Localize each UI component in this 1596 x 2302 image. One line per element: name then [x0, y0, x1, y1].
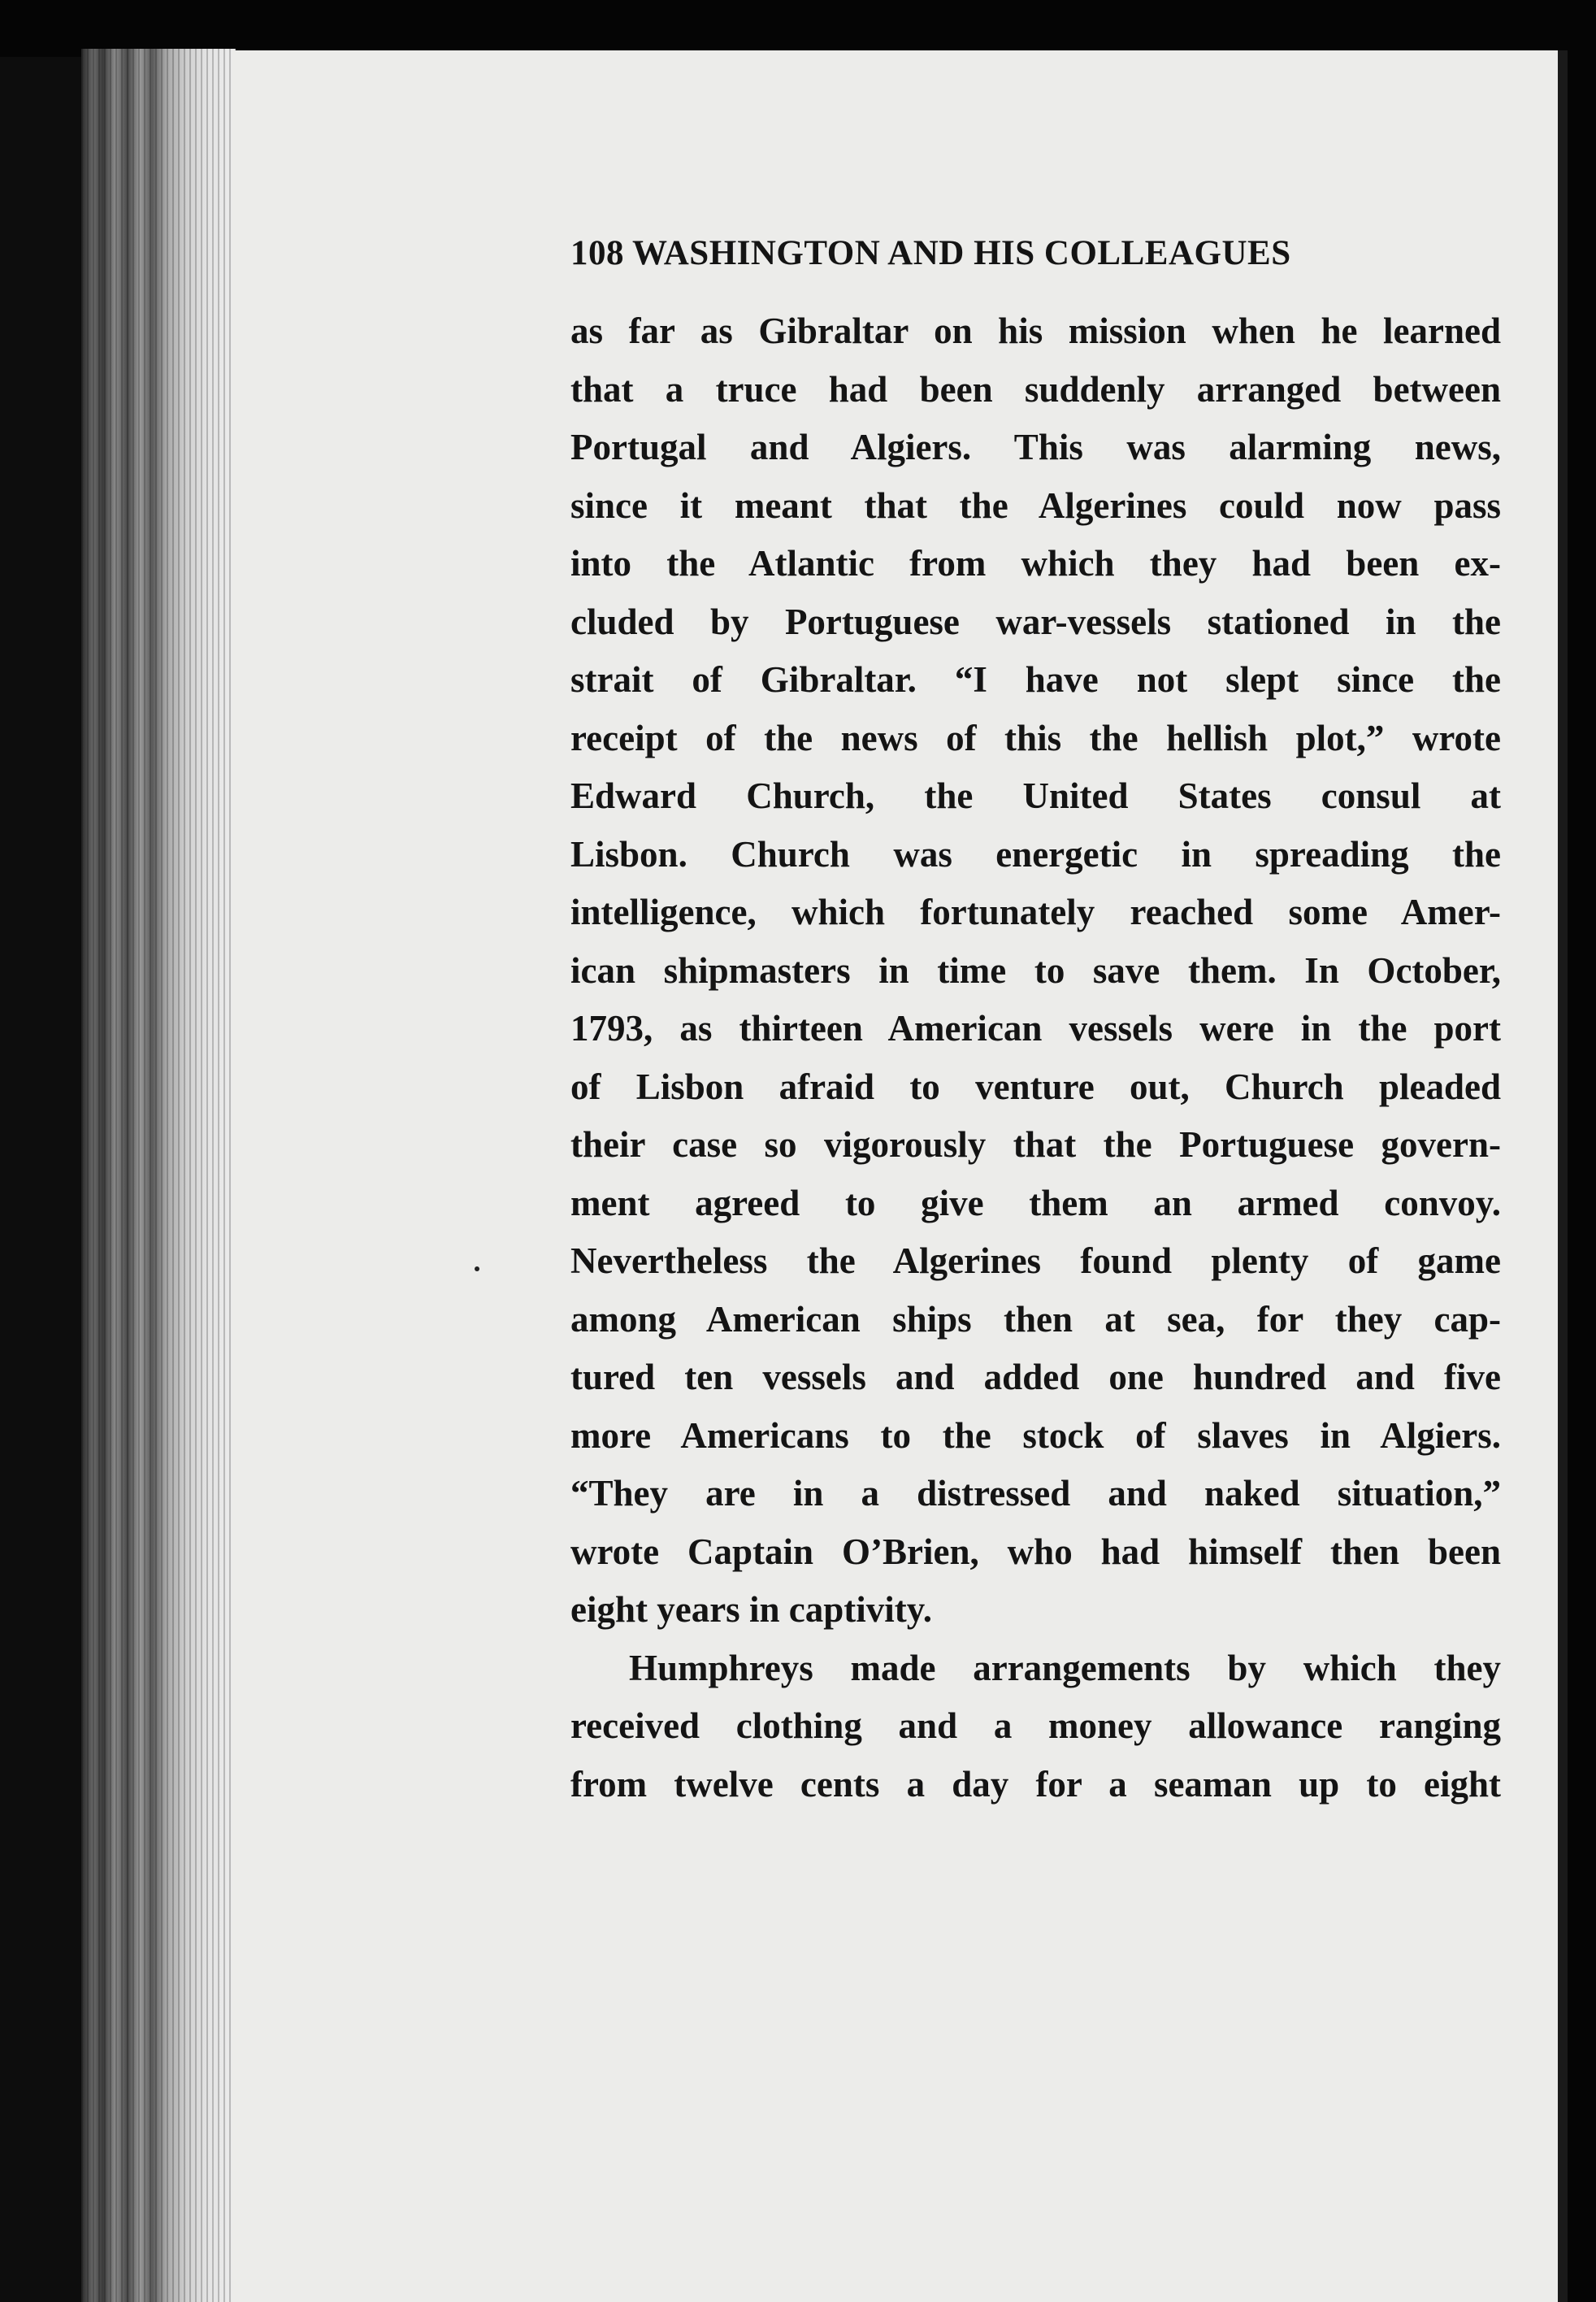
running-head — [570, 229, 1501, 278]
text-line: Humphreys made arrangements by which they — [629, 1647, 1501, 1688]
top-shadow — [0, 0, 1596, 57]
text-line: more Americans to the stock of slaves in Algiers. — [570, 1414, 1501, 1456]
running-title: WASHINGTON AND HIS COLLEAGUES — [632, 234, 1291, 272]
text-line: of Lisbon afraid to venture out, Church pleaded — [570, 1066, 1501, 1107]
ink-speck — [475, 1266, 479, 1271]
text-line: wrote Captain O’Brien, who had himself then been — [570, 1531, 1501, 1572]
text-line: eight years in captivity. — [570, 1589, 932, 1630]
text-line: strait of Gibraltar. “I have not slept since the — [570, 659, 1501, 700]
page-edge-texture — [81, 49, 236, 2302]
text-line: Lisbon. Church was energetic in spreading the — [570, 833, 1501, 875]
text-line: since it meant that the Algerines could now pass — [570, 484, 1501, 526]
text-line: their case so vigorously that the Portuguese govern- — [570, 1124, 1501, 1165]
text-line: cluded by Portuguese war-vessels stationed in the — [570, 601, 1501, 642]
text-line: tured ten vessels and added one hundred and five — [570, 1357, 1501, 1397]
text-line: Portugal and Algiers. This was alarming news, — [570, 427, 1501, 467]
text-line: from twelve cents a day for a seaman up to eight — [570, 1763, 1501, 1805]
text-line: Nevertheless the Algerines found plenty of game — [570, 1240, 1501, 1281]
paragraph-1 — [570, 302, 1501, 1640]
right-shadow — [1568, 50, 1596, 2302]
head-gap — [570, 278, 1501, 302]
text-line: among American ships then at sea, for they cap- — [570, 1298, 1501, 1340]
text-block — [570, 229, 1501, 1813]
text-line: that a truce had been suddenly arranged between — [570, 368, 1501, 410]
text-line: intelligence, which fortunately reached some Amer- — [570, 892, 1501, 932]
text-line: 1793, as thirteen American vessels were in the port — [570, 1008, 1501, 1049]
page-number: 108 — [570, 234, 624, 272]
text-line: Edward Church, the United States consul at — [570, 775, 1501, 816]
text-line: as far as Gibraltar on his mission when he learned — [570, 311, 1501, 351]
text-line: received clothing and a money allowance ranging — [570, 1705, 1501, 1746]
text-line: “They are in a distressed and naked situation,” — [570, 1473, 1501, 1514]
paragraph-2 — [570, 1640, 1501, 1814]
text-line: into the Atlantic from which they had been ex- — [570, 543, 1501, 584]
page-edge-right — [1558, 50, 1568, 2302]
text-line: ican shipmasters in time to save them. In October, — [570, 949, 1501, 991]
text-line: ment agreed to give them an armed convoy. — [570, 1182, 1501, 1223]
text-line: receipt of the news of this the hellish plot,” wrote — [570, 717, 1501, 758]
